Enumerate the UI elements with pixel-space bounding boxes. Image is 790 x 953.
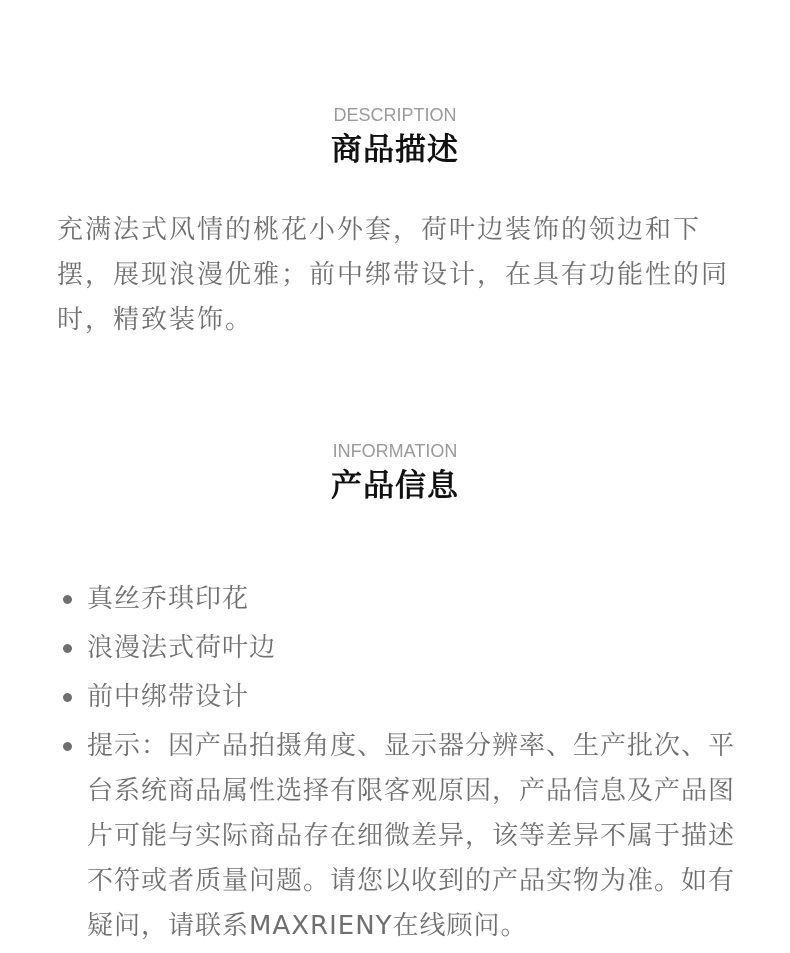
list-item-text: 前中绑带设计 <box>87 682 250 712</box>
list-item-text: 真丝乔琪印花 <box>87 584 250 614</box>
description-eyebrow: DESCRIPTION <box>333 105 457 125</box>
information-list <box>57 577 737 953</box>
bullet-icon <box>63 693 72 702</box>
list-item <box>57 675 737 720</box>
description-body: 充满法式风情的桃花小外套，荷叶边装饰的领边和下摆，展现浪漫优雅；前中绑带设计，在具有功能性的同时，精致装饰。 <box>57 215 730 335</box>
list-item <box>57 577 737 622</box>
information-title: 产品信息 <box>331 468 459 504</box>
list-item-text: 浪漫法式荷叶边 <box>87 633 277 663</box>
list-item <box>57 724 737 949</box>
list-item <box>57 626 737 671</box>
information-header <box>0 440 790 506</box>
description-title: 商品描述 <box>331 132 459 168</box>
bullet-icon <box>63 595 72 604</box>
bullet-icon <box>63 644 72 653</box>
list-item-text: 提示：因产品拍摄角度、显示器分辨率、生产批次、平台系统商品属性选择有限客观原因，产品信息及产品图片可能与实际商品存在细微差异，该等差异不属于描述不符或者质量问题。请您以收到的产品实物为准。如有疑问，请联系MAXRIENY在线顾问。 <box>87 731 736 941</box>
bullet-icon <box>63 742 72 751</box>
description-header <box>0 104 790 170</box>
information-eyebrow: INFORMATION <box>332 441 458 461</box>
